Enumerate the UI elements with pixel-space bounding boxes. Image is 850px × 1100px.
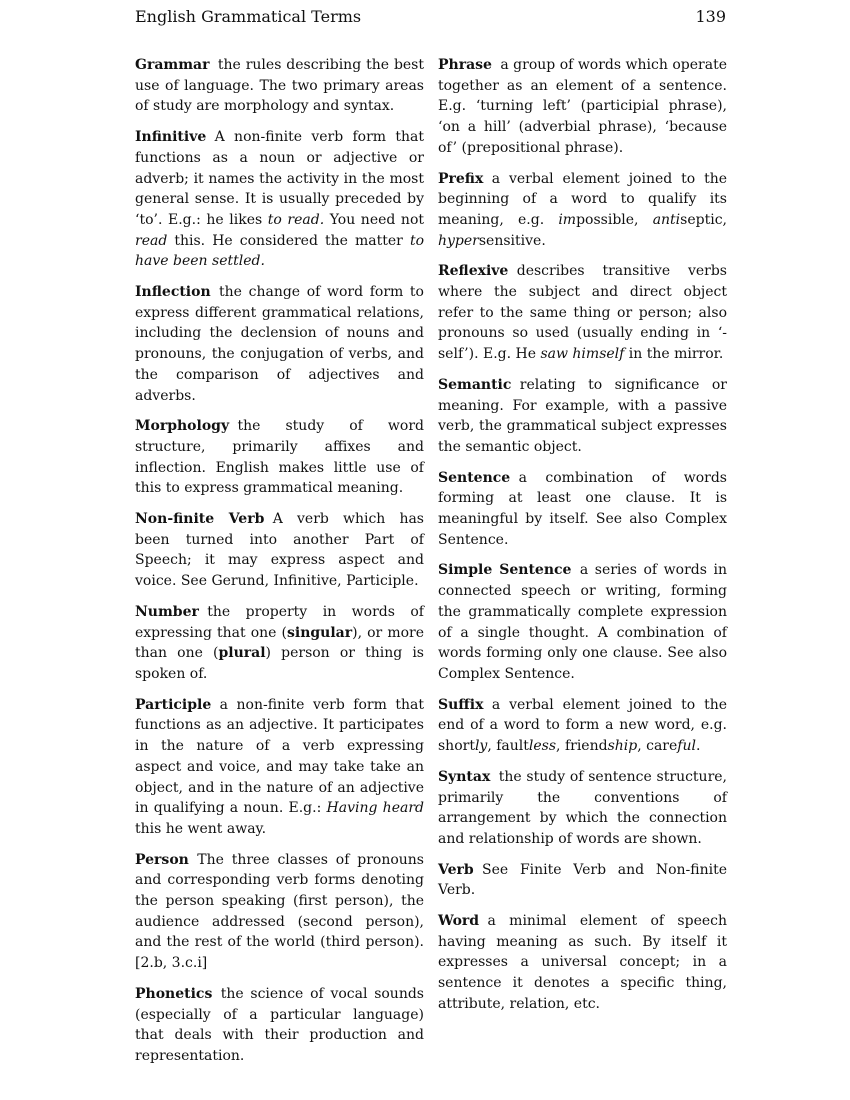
definition-text: relating to significance or meaning. For example, with a passive verb, the grammatical subject expresses the semantic object. bbox=[438, 376, 727, 455]
glossary-entry bbox=[135, 416, 424, 499]
glossary-column-right bbox=[438, 55, 727, 1025]
definition-text: , fault bbox=[487, 738, 529, 755]
glossary-term: Sentence bbox=[438, 469, 511, 486]
definition-italic-text: to have been settled. bbox=[135, 232, 424, 270]
glossary-entry bbox=[438, 261, 727, 365]
definition-text: a verbal element joined to the end of a word to form a new word, e.g. short bbox=[438, 696, 727, 755]
definition-text: describes transitive verbs where the subject and direct object refer to the same thing or person; also pronouns so used (usually ending in ‘-self’). E.g. He bbox=[438, 263, 727, 363]
definition-text: a group of words which operate together as an element of a sentence. E.g. ‘turning left’ (participial phrase), ‘on a hill’ (adverbial phrase), ‘because of’ (prepositional phrase). bbox=[438, 57, 727, 156]
running-header bbox=[135, 6, 726, 28]
glossary-term: Phrase bbox=[438, 57, 492, 73]
definition-italic-text: ly bbox=[474, 738, 488, 755]
definition-italic-text: ship bbox=[607, 738, 638, 755]
definition-italic-text: less bbox=[528, 738, 557, 755]
glossary-term: Simple Sentence bbox=[438, 562, 572, 579]
glossary-entry bbox=[438, 468, 727, 551]
glossary-entry bbox=[438, 860, 727, 901]
glossary-term: Phonetics bbox=[135, 985, 213, 1002]
definition-text: this. He considered the matter bbox=[167, 232, 410, 249]
glossary-term: Prefix bbox=[438, 170, 484, 187]
definition-text: ) person or thing is spoken of. bbox=[135, 645, 424, 682]
definition-text: the change of word form to express different grammatical relations, including the declension of nouns and pronouns, the conjugation of verbs, and the comparison of adjectives and adverbs. bbox=[135, 284, 424, 404]
glossary-entry bbox=[135, 509, 424, 592]
glossary-entry bbox=[135, 984, 424, 1067]
definition-text: in the mirror. bbox=[624, 346, 724, 363]
glossary-term: Syntax bbox=[438, 768, 491, 785]
definition-text: the property in words of expressing that one ( bbox=[135, 603, 424, 641]
definition-text: A non-finite verb form that functions as a noun or adjective or adverb; it names the activity in the most general sense. It is usually preceded by ‘to’. E.g.: he likes bbox=[135, 129, 424, 228]
glossary-entry bbox=[135, 282, 424, 406]
definition-text: a non-finite verb form that functions as an adjective. It participates in the nature of a verb expressing aspect and voice, and may take take an object, and in the nature of an adjective in qualifying a noun. E.g.: bbox=[135, 696, 424, 817]
definition-text: . bbox=[695, 738, 701, 755]
glossary-entry bbox=[135, 850, 424, 974]
glossary-entry bbox=[438, 55, 727, 159]
glossary-term: Reflexive bbox=[438, 263, 509, 280]
definition-text: a minimal element of speech having meaning as such. By itself it expresses a universal concept; in a sentence it denotes a specific thing, attribute, relation, etc. bbox=[438, 913, 727, 1012]
glossary-entry bbox=[438, 560, 727, 684]
definition-text: You need not bbox=[324, 211, 425, 228]
definition-italic-text: ful bbox=[677, 738, 696, 755]
definition-text: a series of words in connected speech or writing, forming the grammatically complete expression of a single thought. A combination of words forming only one clause. See also Complex Sentence. bbox=[438, 562, 727, 682]
glossary-term: Inflection bbox=[135, 284, 211, 301]
definition-bold-text: singular bbox=[287, 624, 353, 641]
definition-text: a combination of words forming at least one clause. It is meaningful by itself. See also Complex Sentence. bbox=[438, 469, 727, 548]
definition-text: , friend bbox=[556, 738, 608, 755]
definition-text: this he went away. bbox=[135, 820, 267, 837]
running-header-title: English Grammatical Terms bbox=[135, 7, 362, 26]
glossary-term: Word bbox=[438, 913, 480, 930]
glossary-term: Infinitive bbox=[135, 129, 207, 146]
definition-text: ), or more than one ( bbox=[135, 624, 424, 662]
definition-text: the study of sentence structure, primarily the conventions of arrangement by which the connection and relationship of words are shown. bbox=[438, 768, 727, 847]
definition-bold-text: plural bbox=[218, 645, 266, 662]
glossary-term: Verb bbox=[438, 861, 474, 878]
glossary-entry bbox=[135, 602, 424, 685]
glossary-entry bbox=[135, 55, 424, 117]
glossary-entry bbox=[438, 375, 727, 458]
definition-italic-text: im bbox=[558, 211, 577, 228]
definition-text: septic, bbox=[680, 211, 727, 228]
glossary-term: Semantic bbox=[438, 376, 512, 393]
glossary-entry bbox=[438, 911, 727, 1015]
glossary-term: Number bbox=[135, 603, 199, 620]
glossary-term: Morphology bbox=[135, 418, 230, 435]
definition-italic-text: read bbox=[135, 232, 168, 249]
glossary-term: Person bbox=[135, 851, 189, 868]
glossary-entry bbox=[438, 169, 727, 252]
definition-text: the rules describing the best use of language. The two primary areas of study are morphology and syntax. bbox=[135, 57, 424, 115]
definition-text: A verb which has been turned into another Part of Speech; it may express aspect and voice. See Gerund, Infinitive, Participle. bbox=[135, 511, 424, 590]
glossary-entry bbox=[135, 127, 424, 272]
glossary-entry bbox=[135, 695, 424, 840]
glossary-term: Non-finite Verb bbox=[135, 511, 265, 528]
definition-text: the science of vocal sounds (especially of a particular language) that deals with their production and representation. bbox=[135, 985, 424, 1064]
definition-italic-text: to read. bbox=[267, 211, 325, 228]
definition-italic-text: saw himself bbox=[540, 346, 625, 363]
definition-text: sensitive. bbox=[478, 232, 546, 249]
definition-italic-text: hyper bbox=[438, 232, 479, 249]
definition-italic-text: anti bbox=[652, 211, 681, 228]
definition-italic-text: Having heard bbox=[326, 800, 424, 817]
definition-text: , care bbox=[637, 738, 678, 755]
glossary-column-left bbox=[135, 55, 424, 1077]
glossary-term: Suffix bbox=[438, 696, 484, 713]
definition-text: the study of word structure, primarily affixes and inflection. English makes little use of this to express grammatical meaning. bbox=[135, 418, 424, 497]
glossary-term: Participle bbox=[135, 696, 212, 713]
page-number: 139 bbox=[695, 7, 726, 26]
definition-text: The three classes of pronouns and corresponding verb forms denoting the person speaking (first person), the audience addressed (second person), and the rest of the world (third person). [2.b, 3.c.i] bbox=[135, 851, 424, 972]
definition-text: a verbal element joined to the beginning of a word to qualify its meaning, e.g. bbox=[438, 170, 727, 228]
glossary-entry bbox=[438, 767, 727, 850]
glossary-entry bbox=[438, 695, 727, 757]
definition-text: See Finite Verb and Non-finite Verb. bbox=[438, 861, 727, 899]
definition-text: possible, bbox=[576, 211, 653, 228]
glossary-term: Grammar bbox=[135, 57, 210, 73]
